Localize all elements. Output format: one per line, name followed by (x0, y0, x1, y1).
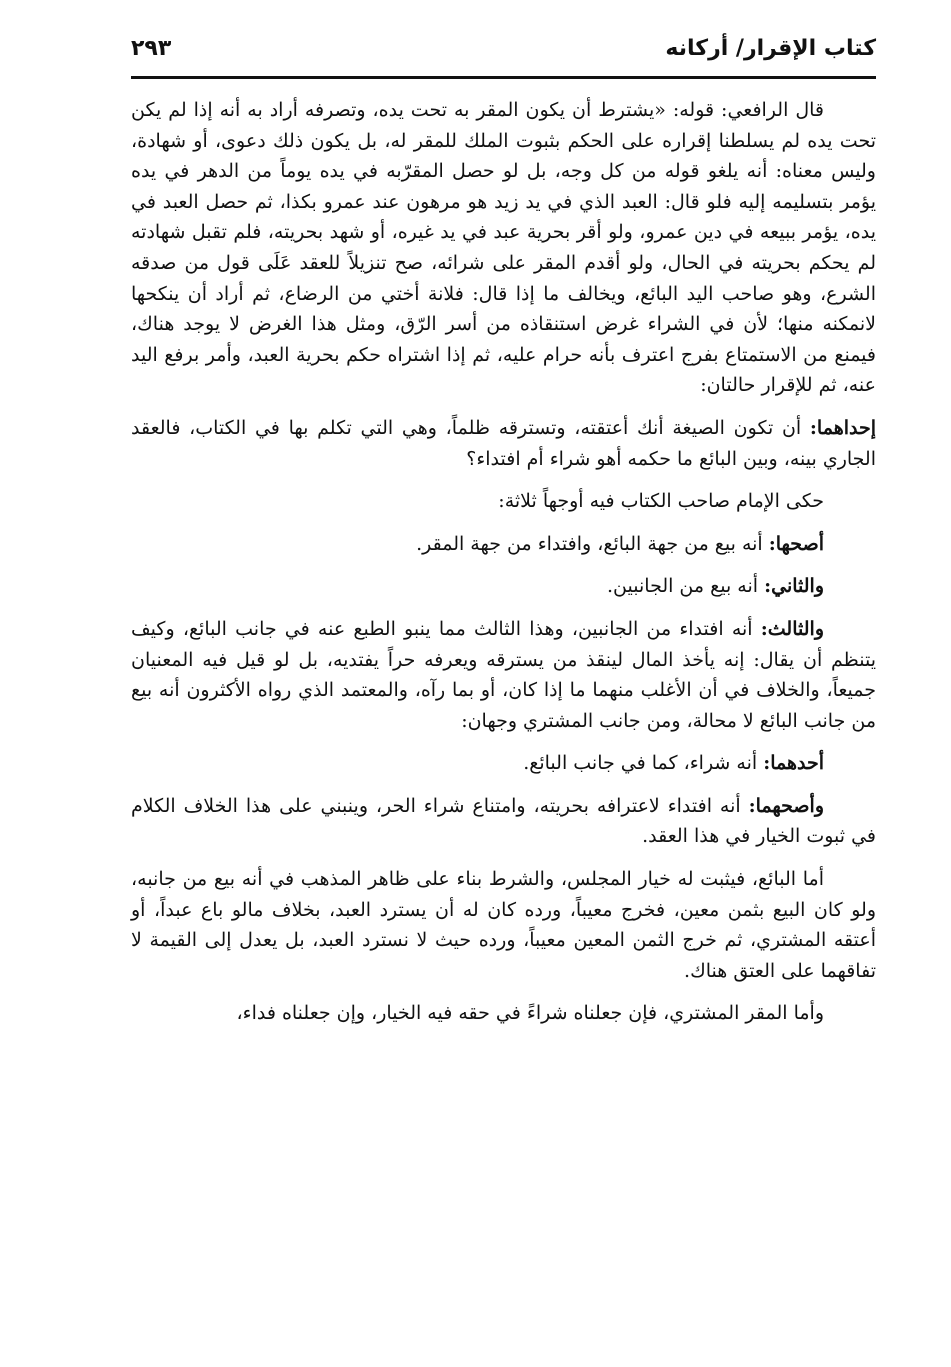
paragraph-lead: وأصحهما: (748, 794, 824, 817)
paragraph-text: قال الرافعي: قوله: «يشترط أن يكون المقر به تحت يده، وتصرفه أراد به أنه إذا لم يكن تحت يده لم يسلطنا إقراره على الحكم بثبوت الملك للمقر له، بل يكون ذلك دعوى، أو شهادة، وليس معناه: أنه يلغو قوله من كل وجه، بل لو حصل المقرّبه في يده يوماً من الدهر في يده يؤمر بتسليمه إليه فلو قال: العبد الذي في يد زيد هو مرهون عند عمرو بكذا، ثم حصل العبد في يده، يؤمر ببيعه في دين عمرو، ولو أقر بحرية عبد في يد غيره، أو شهد بحريته، فلم تقبل شهادته لم يحكم بحريته في الحال، ولو أقدم المقر على شرائه، صح تنزيلاً للعقد عَلَى قول من صدقه الشرع، وهو صاحب اليد البائع، ويخالف ما إذا قال: فلانة أختي من الرضاع، ثم أراد أن ينكحها لانمكنه منها؛ لأن في الشراء غرض استنقاذه من أسر الرّق، ومثل هذا الغرض لا يوجد هناك، فيمنع من الاستمتاع بفرج اعترف بأنه حرام عليه، ثم إذا اشتراه حكم بحرية العبد، وأمر برفع اليد عنه، ثم للإقرار حالتان: (131, 99, 876, 397)
body-text (131, 95, 876, 1041)
paragraph-text: أما البائع، فيثبت له خيار المجلس، والشرط بناء على ظاهر المذهب في أنه بيع من جانبه، ولو كان البيع بثمن معين، فخرج معيباً، ورده كان له أن يسترد العبد، بخلاف مالو باع عبداً، أو أعتقه المشتري، ثم خرج الثمن المعين معيباً، ورده حيث لا نسترد العبد، بل يعدل إلى القيمة لا تفاقهما على العتق هناك. (131, 868, 876, 982)
paragraph-rafii-quote (131, 95, 876, 401)
running-head (131, 32, 876, 72)
paragraph-text: حكى الإمام صاحب الكتاب فيه أوجهاً ثلاثة: (498, 490, 824, 513)
paragraph-imam-opinions (131, 486, 876, 517)
paragraph-buyer-view-one (131, 748, 876, 779)
paragraph-lead: إحداهما: (809, 416, 876, 439)
paragraph-text: أنه بيع من الجانبين. (607, 575, 765, 598)
paragraph-opinion-second (131, 571, 876, 602)
paragraph-lead: أحدهما: (763, 752, 824, 775)
header-rule (131, 76, 876, 79)
page-number: ٢٩٣ (131, 36, 172, 61)
paragraph-text: أنه افتداء من الجانبين، وهذا الثالث مما ينبو الطبع عنه في جانب البائع، وكيف يتنظم أن يقال: إنه يأخذ المال لينقذ من يسترقه ويعرفه حراً يفتديه، بل لو قيل فيه المعنيان جميعاً، والخلاف في أن الأغلب منهما ما إذا كان، أو بما رآه، والمعتمد الذي رواه الأكثرون أنه بيع من جانب البائع لا محالة، ومن جانب المشتري وجهان: (131, 617, 876, 732)
paragraph-lead: أصحها: (768, 532, 824, 555)
paragraph-text: أنه افتداء لاعترافه بحريته، وامتناع شراء الحر، وينبني على هذا الخلاف الكلام في ثبوت الخيار في هذا العقد. (131, 794, 876, 848)
paragraph-opinion-third (131, 614, 876, 736)
chapter-title: كتاب الإقرار/ أركانه (665, 36, 876, 61)
paragraph-buyer-option (131, 998, 876, 1029)
paragraph-first-state (131, 413, 876, 474)
paragraph-text: وأما المقر المشتري، فإن جعلناه شراءً في حقه فيه الخيار، وإن جعلناه فداء، (236, 1002, 824, 1025)
paragraph-text: أنه بيع من جهة البائع، وافتداء من جهة المقر. (416, 532, 769, 555)
paragraph-text: أنه شراء، كما في جانب البائع. (523, 752, 764, 775)
paragraph-lead: والثالث: (760, 617, 824, 640)
paragraph-text: أن تكون الصيغة أنك أعتقته، وتسترقه ظلماً، وهي التي تكلم بها في الكتاب، فالعقد الجاري بينه، وبين البائع ما حكمه أهو شراء أم افتداء؟ (131, 416, 876, 470)
paragraph-opinion-soundest (131, 529, 876, 560)
paragraph-buyer-view-two (131, 791, 876, 852)
paragraph-lead: والثاني: (764, 575, 824, 598)
paragraph-seller-option (131, 864, 876, 986)
